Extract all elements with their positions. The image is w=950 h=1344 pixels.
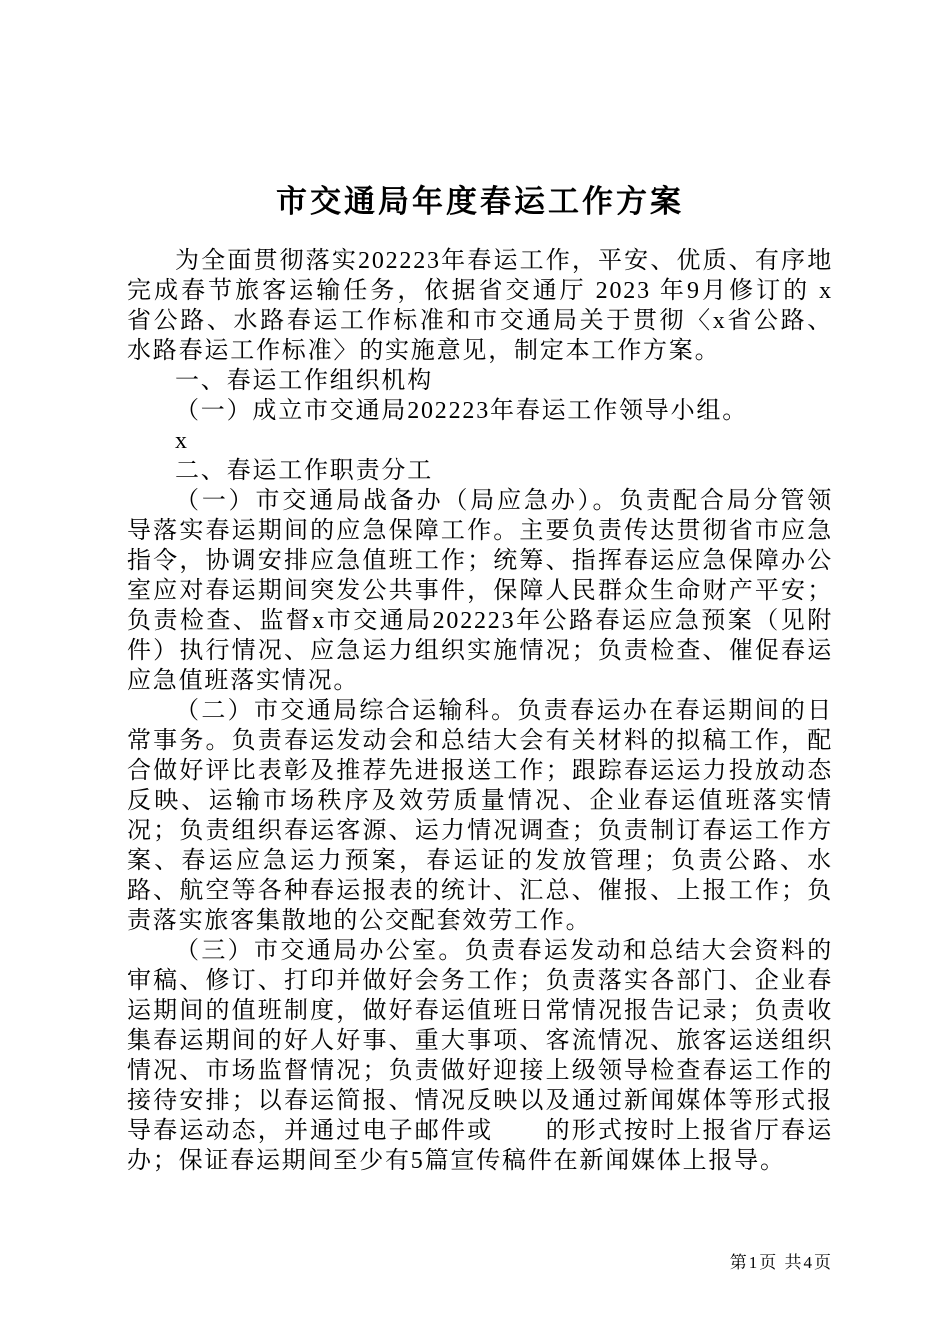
paragraph: （三）市交通局办公室。负责春运发动和总结大会资料的审稿、修订、打印并做好会务工作；负责落实各部门、企业春运期间的值班制度，做好春运值班日常情况报告记录；负责收集春运期间的好人好事、重大事项、客流情况、旅客运送组织情况、市场监督情况；负责做好迎接上级领导检查春运工作的接待安排；以春运简报、情况反映以及通过新闻媒体等形式报导春运动态，并通过电子邮件或 的形式按时上报省厅春运办；保证春运期间至少有5篇宣传稿件在新闻媒体上报导。 [127, 938, 833, 1174]
paragraph: 一、春运工作组织机构 [175, 368, 433, 394]
document-body [127, 246, 833, 1176]
paragraph: （一）成立市交通局202223年春运工作领导小组。 [175, 398, 748, 424]
paragraph: （一）市交通局战备办（局应急办）。负责配合局分管领导落实春运期间的应急保障工作。主要负责传达贯彻省市应急指令，协调安排应急值班工作；统筹、指挥春运应急保障办公室应对春运期间突发公共事件，保障人民群众生命财产平安；负责检查、监督x市交通局202223年公路春运应急预案（见附件）执行情况、应急运力组织实施情况；负责检查、催促春运应急值班落实情况。 [127, 488, 833, 694]
page-footer [127, 1248, 833, 1273]
paragraph: 二、春运工作职责分工 [175, 458, 433, 484]
paragraph: 为全面贯彻落实202223年春运工作，平安、优质、有序地完成春节旅客运输任务，依据省交通厅 2023 年9月修订的 x 省公路、水路春运工作标准和市交通局关于贯彻〈x省公路、水路春运工作标准〉的实施意见，制定本工作方案。 [127, 248, 833, 364]
paragraph: （二）市交通局综合运输科。负责春运办在春运期间的日常事务。负责春运发动会和总结大会有关材料的拟稿工作，配合做好评比表彰及推荐先进报送工作；跟踪春运运力投放动态反映、运输市场秩序及效劳质量情况、企业春运值班落实情况；负责组织春运客源、运力情况调查；负责制订春运工作方案、春运应急运力预案，春运证的发放管理；负责公路、水路、航空等各种春运报表的统计、汇总、催报、上报工作；负责落实旅客集散地的公交配套效劳工作。 [127, 698, 833, 934]
page-number-label: 第1页 共4页 [729, 1253, 833, 1272]
paragraph: x [175, 428, 189, 454]
document-content [127, 182, 833, 1176]
document-title: 市交通局年度春运工作方案 [276, 184, 684, 219]
